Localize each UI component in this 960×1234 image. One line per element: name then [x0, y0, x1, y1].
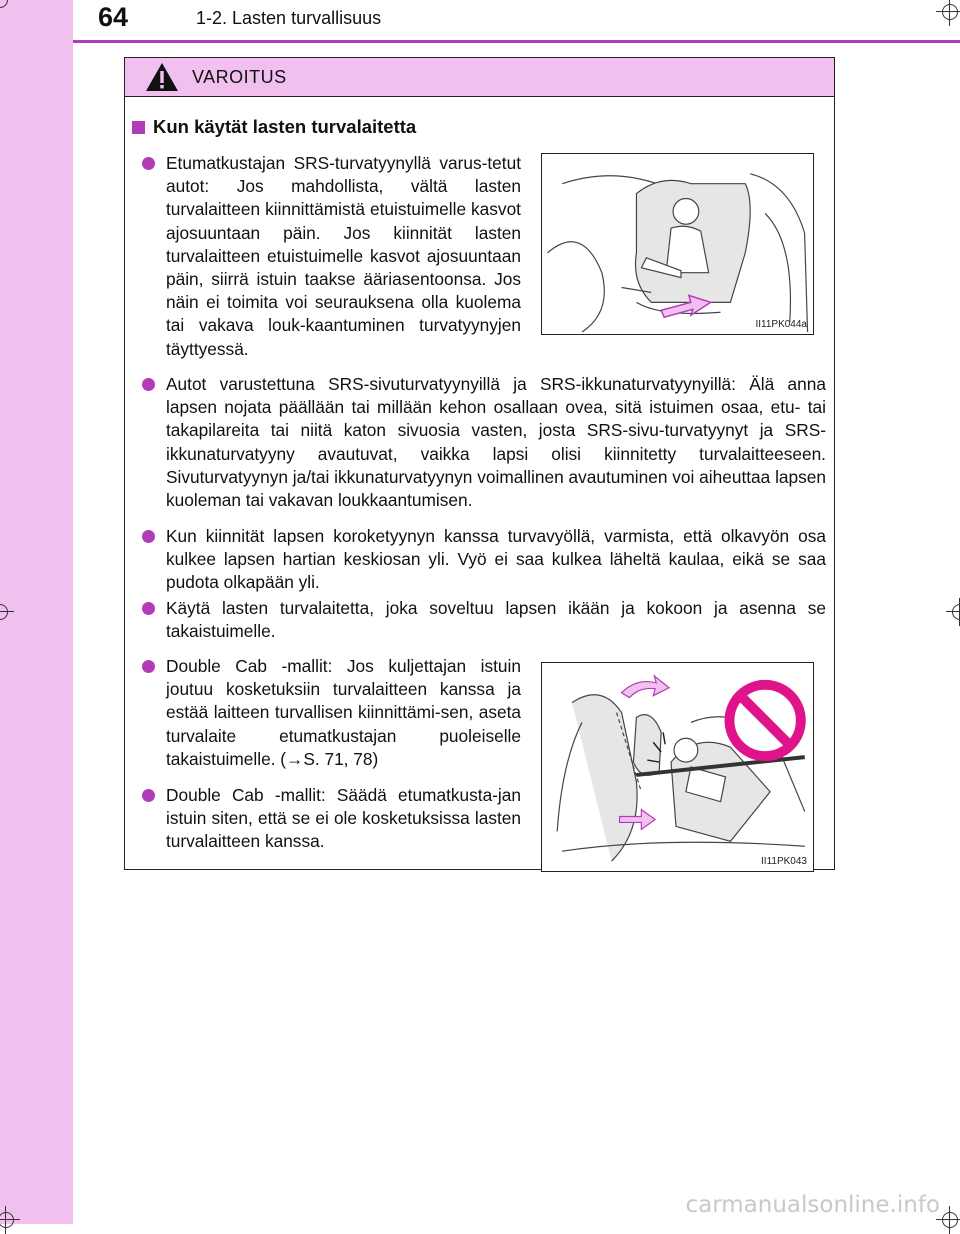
child-seat-front-illustration — [542, 154, 813, 334]
warning-item-text: Autot varustettuna SRS-sivuturvatyynyillä ja SRS-ikkunaturvatyynyillä: Älä anna lapsen nojata päällään tai millään kehon osallaan ovea, sitä istuimen osaa, etu- tai takapilareita tai niitä katon sivuosia vasten, josta SRS-sivu-turvatyynyt ja SRS-ikkunaturvatyyny avautuvat, vaikka lapsi olisi kiinnitetty turvalaitteeseen. Sivuturvatyynyn ja/tai ikkunaturvatyynyn voimallinen avautuminen voi aiheuttaa lapsen kuoleman tai vakavan loukkaantumisen. — [166, 374, 826, 511]
warning-label: VAROITUS — [192, 66, 287, 87]
warning-item-text: Etumatkustajan SRS-turvatyynyllä varus-tetut autot: Jos mahdollista, vältä lasten turvalaitteen kiinnittämistä etuistuimelle kasvot ajosuuntaan päin. Jos kiinnität lasten turvalaitteen etuistuimelle kasvot ajosuuntaan päin, siirrä istuin taakse ääriasentoonsa. Jos näin ei toimita voi seurauksena olla kuolema tai vakava louk-kaantuminen turvatyynyjen täyttyessä. — [166, 153, 521, 359]
round-bullet-icon — [142, 378, 155, 391]
illustration-code: II11PK044a — [755, 319, 807, 330]
warning-item-text: Double Cab -mallit: Jos kuljettajan istuin joutuu kosketuksiin turvalaitteen kanssa ja estää laitteen turvallisen kiinnittämi-sen, aseta turvalaite etumatkustajan puoleiselle takaistuimelle. (→S. 71, 78) — [166, 656, 521, 769]
illustration-seat-contact — [541, 662, 814, 872]
header-rule — [73, 40, 960, 43]
warning-item-text: Käytä lasten turvalaitetta, joka soveltuu lapsen ikään ja kokoon ja asenna se takaistuimelle. — [166, 598, 826, 642]
warning-item — [166, 152, 521, 361]
registration-mark-icon — [0, 0, 14, 14]
warning-item — [166, 525, 826, 595]
warning-subheading — [132, 116, 416, 138]
round-bullet-icon — [142, 660, 155, 673]
round-bullet-icon — [142, 157, 155, 170]
illustration-code: II11PK043 — [761, 856, 807, 867]
warning-box — [124, 57, 835, 870]
seat-contact-prohibited-illustration — [542, 663, 813, 871]
warning-item — [166, 373, 826, 512]
registration-mark-icon — [0, 1206, 20, 1234]
warning-item — [166, 655, 521, 771]
page-number: 64 — [98, 2, 129, 32]
round-bullet-icon — [142, 602, 155, 615]
warning-item — [166, 784, 521, 854]
round-bullet-icon — [142, 789, 155, 802]
square-bullet-icon — [132, 121, 145, 134]
subheading-text: Kun käytät lasten turvalaitetta — [153, 116, 417, 137]
warning-item — [166, 597, 826, 643]
registration-mark-icon — [0, 598, 14, 626]
warning-triangle-icon — [145, 62, 179, 92]
warning-header — [125, 58, 834, 97]
registration-mark-icon — [946, 598, 960, 626]
round-bullet-icon — [142, 530, 155, 543]
section-title: 1-2. Lasten turvallisuus — [196, 8, 382, 28]
registration-mark-icon — [936, 0, 960, 26]
warning-item-text: Double Cab -mallit: Säädä etumatkusta-jan istuin siten, että se ei ole kosketuksissa lasten turvalaitteen kanssa. — [166, 785, 521, 852]
illustration-child-seat-front — [541, 153, 814, 335]
watermark: carmanualsonline.info — [685, 1192, 940, 1218]
warning-item-text: Kun kiinnität lapsen koroketyynyn kanssa turvavyöllä, varmista, että olkavyön osa kulkee lapsen hartian keskiosan yli. Vyö ei saa kulkea läheltä kaulaa, eikä se saa pudota olkapään yli. — [166, 526, 826, 593]
